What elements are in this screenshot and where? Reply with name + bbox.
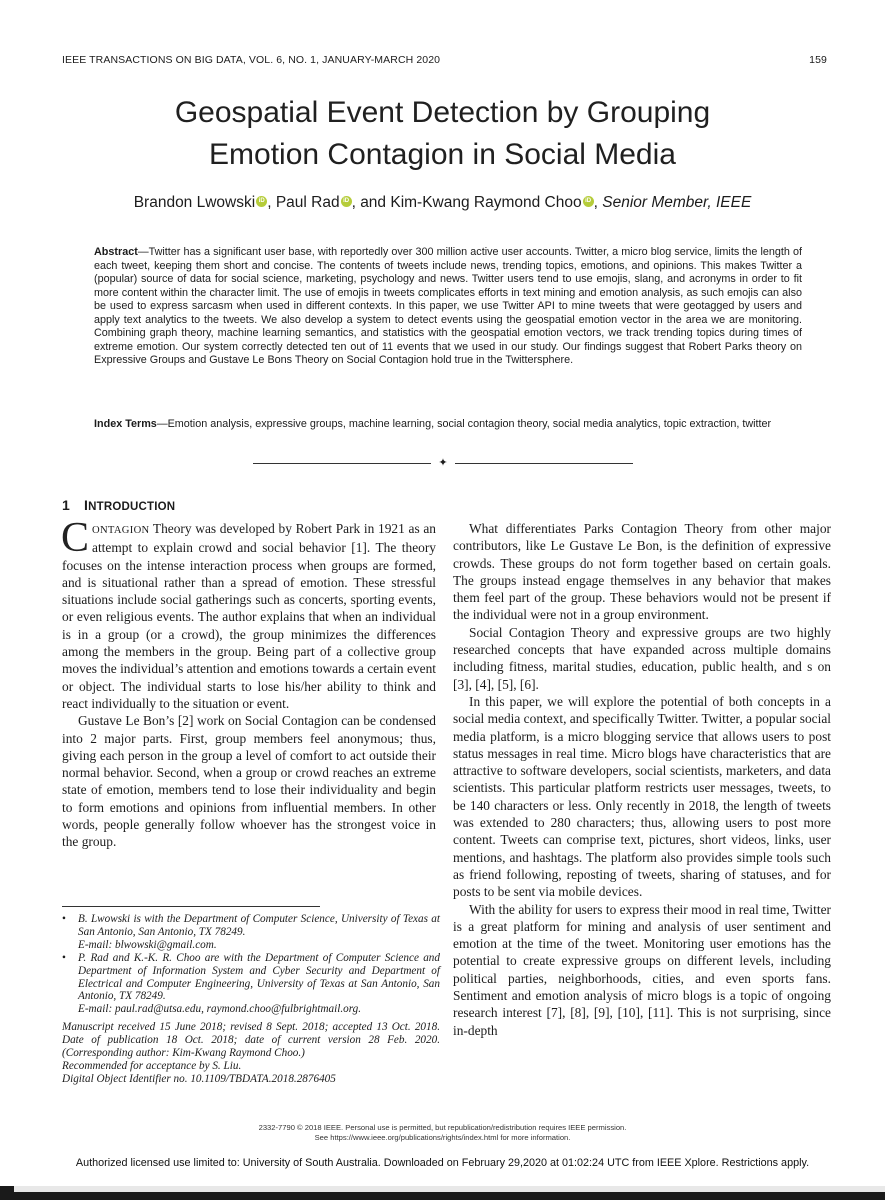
abstract [94,246,802,368]
orcid-icon[interactable]: iD [256,196,267,207]
section-number: 1 [62,497,70,513]
abstract-text: —Twitter has a significant user base, with reportedly over 300 million active user accounts. Twitter, a micro blog service, limits the length of each tweet, keeping them short and concise. The contents of tweets include news, trending topics, emotions, and opinions. This makes Twitter a (popular) source of data for social science, marketing, psychology and news. Twitter users tend to use emojis, slang, and acronyms in order to fit more content within the character limit. The use of emojis in tweets complicates efforts in text mining and emotion analysis, as such emojis can also be used to express sarcasm when used in different contexts. In this paper, we use Twitter API to mine tweets that were geotagged by users and apply text analytics to the tweets. We also develop a system to detect events using the geospatial emotion vector in the area we are monitoring. Combining graph theory, machine learning semantics, and statistics with the geospatial emotion vectors, we track trending topics during times of extreme emotion. Our system correctly detected ten out of 11 events that we used in our study. Our findings suggest that Robert Parks theory on Expressive Groups and Gustave Le Bons Theory on Social Contagion hold true in the Twittersphere. [94,246,802,367]
copyright-line: 2332-7790 © 2018 IEEE. Personal use is permitted, but republication/redistribution requires IEEE permission. [258,1123,627,1132]
author-role: Senior Member, IEEE [602,194,752,211]
paragraph: In this paper, we will explore the potential of both concepts in a social media context, and specifically Twitter. Twitter, a popular social media platform, is a micro blogging service that allows users to post status messages in real time. Micro blogs have characteristics that are attractive to software developers, social scientists, marketers, and data scientists. This particular platform restricts user messages, tweets, to be 140 characters or less. Only recently in 2018, the length of tweets was extended to 280 characters; thus, allowing users to post more content. Tweets can comprise text, pictures, short videos, links, user mentions, and hashtags. The platform also provides simple tools such as friend following, reposting of tweets, sharing of statuses, and for posts to be sent via mobile devices. [453,693,831,900]
title-line-2: Emotion Contagion in Social Media [209,138,676,171]
paper-title [0,92,885,176]
bottom-edge [0,1186,885,1200]
divider-line-left [253,463,431,464]
manuscript-history: Manuscript received 15 June 2018; revised 8 Sept. 2018; accepted 13 Oct. 2018. Date of publication 18 Oct. 2018; date of current version 28 Feb. 2020. (Corresponding author: Kim-Kwang Raymond Choo.) [62,1021,440,1060]
footnote-email[interactable]: E-mail: paul.rad@utsa.edu, raymond.choo@fulbrightmail.org. [78,1003,362,1016]
page-number: 159 [809,54,827,66]
paragraph: What differentiates Parks Contagion Theory from other major contributors, like Le Gustave Le Bon, is the definition of expressive crowds. These groups do not form together based on certain goals. The groups instead engage themselves in any behavior that makes them feel part of the group. These behaviors would not be present if the individual were not in a group environment. [453,521,831,623]
drop-cap: C [61,515,90,561]
index-terms [94,418,802,432]
license-notice: Authorized licensed use limited to: University of South Australia. Downloaded on February 29,2020 at 01:02:24 UTC from IEEE Xplore. Restrictions apply. [75,1157,810,1169]
footnote-email[interactable]: E-mail: blwowski@gmail.com. [78,938,217,951]
copyright-notice [0,1123,885,1142]
running-header [62,54,827,68]
right-column [453,520,831,1039]
page-edge [14,1186,885,1192]
orcid-icon[interactable]: iD [341,196,352,207]
paragraph: With the ability for users to express their mood in real time, Twitter is a great platform for mining and analysis of user sentiment and emotion at the time of the tweet. Monitoring user emotions has the potential to create expressive groups on different levels, including political parties, neighborhoods, cities, and even sports fans. Sentiment and emotion analysis of micro blogs is a topic of ongoing research interest [7], [8], [9], [10], [11]. This is not surprising, since in-depth [453,901,831,1038]
index-terms-label: Index Terms [94,418,157,430]
author-name: Brandon Lwowski [133,194,256,211]
footnote-rule [62,906,320,907]
author-list [0,193,885,213]
journal-citation: IEEE TRANSACTIONS ON BIG DATA, VOL. 6, NO. 1, JANUARY-MARCH 2020 [62,54,441,66]
section-heading [62,497,175,513]
author-name: Paul Rad [275,194,340,211]
divider-diamond-icon: ✦ [438,457,448,469]
section-title-initial: I [84,497,89,513]
footnote-text: B. Lwowski is with the Department of Computer Science, University of Texas at San Antonio, San Antonio, TX 78249. [78,913,440,938]
section-divider [253,457,633,471]
author-separator: , and [351,194,391,211]
index-terms-text: —Emotion analysis, expressive groups, machine learning, social contagion theory, social media analytics, topic extraction, twitter [156,418,772,430]
abstract-label: Abstract [94,246,138,258]
small-caps-word: ONTAGION [92,525,150,536]
footnote-text: P. Rad and K.-K. R. Choo are with the Department of Computer Science and Department of Information System and Cyber Security and Department of Electrical and Computer Engineering, University of Texas at San Antonio, San Antonio, TX 78249. [78,951,440,1003]
paragraph [61,515,436,712]
rights-link[interactable]: See https://www.ieee.org/publications/rights/index.html for more information. [314,1132,571,1142]
recommended-by: Recommended for acceptance by S. Liu. [62,1059,242,1072]
divider-line-right [455,463,633,464]
author-separator: , [593,194,603,211]
paragraph-text: Theory was developed by Robert Park in 1921 as an attempt to explain crowd and social behavior [1]. The theory focuses on the intense interaction process when groups are formed, and is situational rather than a spread of emotion. These stressful situations include social gatherings such as concerts, sporting events, or even religious events. The author explains that when an individual is in a group (or a crowd), the group minimizes the differences among the members in the group. Being part of a collective group moves the individual’s attention and emotions towards a certain event or object. The individual starts to lose his/her ability to think and react individually to the situation or event. [62,521,436,711]
left-column [61,515,436,851]
bullet-icon: • [62,913,66,925]
doi[interactable]: Digital Object Identifier no. 10.1109/TBDATA.2018.2876405 [62,1072,336,1085]
footnotes [62,913,440,1086]
title-line-1: Geospatial Event Detection by Grouping [174,96,711,129]
paragraph: Social Contagion Theory and expressive groups are two highly researched concepts that have expanded across multiple domains including fitness, marital studies, education, public health, and s on [3], [4], [5], [6]. [453,624,831,692]
footnote-affiliation [62,913,440,952]
section-title-rest: NTRODUCTION [88,501,176,513]
author-name: Kim-Kwang Raymond Choo [390,194,582,211]
orcid-icon[interactable]: iD [583,196,594,207]
author-separator: , [267,194,276,211]
paragraph: Gustave Le Bon’s [2] work on Social Contagion can be condensed into 2 major parts. First, group members feel anonymous; thus, giving each person in the group a level of comfort to act outside their normal behavior. Second, when a group or crowd reaches an extreme state of emotion, members tend to lose their individuality and begin to form emotions and opinions from influential members. In other words, people generally follow whoever has the strongest voice in the group. [62,713,436,850]
footnote-affiliation [62,952,440,1017]
bullet-icon: • [62,951,66,964]
